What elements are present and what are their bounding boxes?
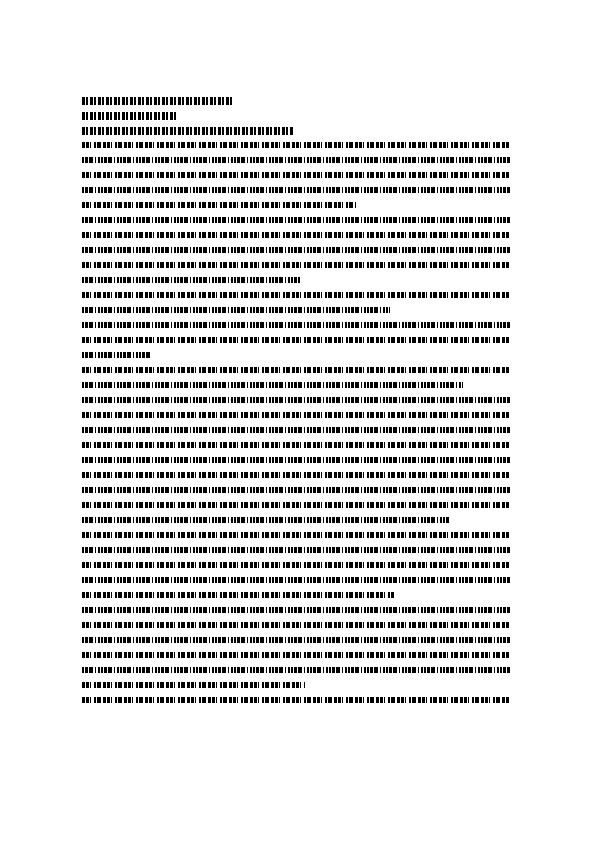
paragraph-text-line (82, 577, 510, 583)
paragraph-text-line (82, 427, 510, 433)
paragraph-text-line (82, 622, 510, 628)
paragraph-text-line (82, 472, 510, 478)
header-text-line (82, 112, 178, 120)
paragraph-text-line (82, 202, 356, 208)
paragraph (82, 322, 510, 358)
paragraph (82, 697, 510, 703)
paragraph-text-line (82, 607, 510, 613)
paragraph (82, 607, 510, 688)
paragraph-text-line (82, 517, 450, 523)
paragraph-text-line (82, 277, 300, 283)
paragraph-text-line (82, 367, 510, 373)
paragraph (82, 367, 510, 388)
paragraph (82, 142, 510, 208)
paragraph-text-line (82, 412, 510, 418)
paragraph-text-line (82, 157, 510, 163)
paragraph-text-line (82, 487, 510, 493)
paragraph-text-line (82, 667, 510, 673)
paragraph-text-line (82, 457, 510, 463)
paragraph-text-line (82, 292, 510, 298)
paragraph-text-line (82, 232, 510, 238)
paragraph-text-line (82, 397, 510, 403)
header-text-line (82, 97, 233, 105)
paragraph (82, 292, 510, 313)
paragraph-text-line (82, 247, 510, 253)
paragraph-text-line (82, 562, 510, 568)
document-body (82, 142, 510, 712)
header-text-line (82, 127, 293, 135)
paragraph-text-line (82, 382, 463, 388)
document-header (82, 97, 322, 142)
paragraph-text-line (82, 172, 510, 178)
paragraph-text-line (82, 217, 510, 223)
paragraph-text-line (82, 442, 510, 448)
paragraph-text-line (82, 532, 510, 538)
paragraph-text-line (82, 547, 510, 553)
paragraph-text-line (82, 307, 390, 313)
paragraph (82, 217, 510, 283)
paragraph-text-line (82, 697, 510, 703)
paragraph (82, 532, 510, 598)
paragraph-text-line (82, 262, 510, 268)
paragraph-text-line (82, 322, 510, 328)
paragraph-text-line (82, 652, 510, 658)
paragraph (82, 397, 510, 523)
paragraph-text-line (82, 142, 510, 148)
paragraph-text-line (82, 352, 150, 358)
paragraph-text-line (82, 592, 394, 598)
paragraph-text-line (82, 187, 510, 193)
paragraph-text-line (82, 637, 510, 643)
paragraph-text-line (82, 337, 510, 343)
paragraph-text-line (82, 502, 510, 508)
paragraph-text-line (82, 682, 305, 688)
